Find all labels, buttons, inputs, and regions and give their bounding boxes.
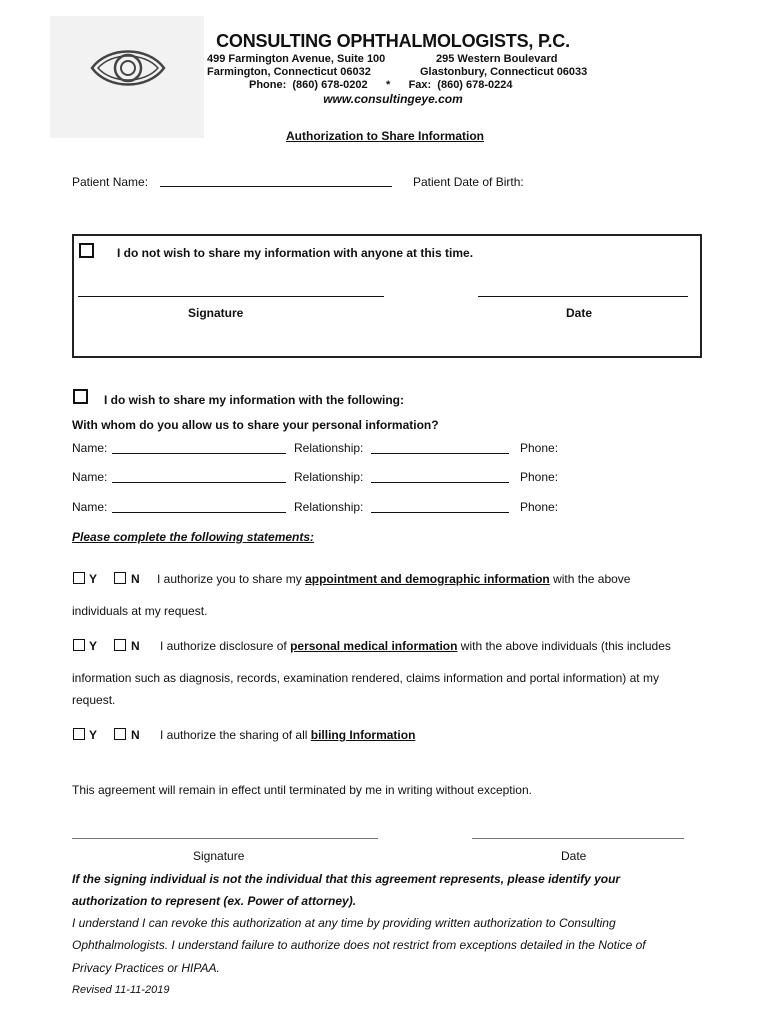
opt-out-checkbox[interactable] [79,243,94,258]
contact-relationship-label: Relationship: [294,500,364,514]
s2-no-label: N [131,639,140,653]
s2-yes-checkbox[interactable] [73,639,85,651]
revoke-note-line-1: I understand I can revoke this authorization at any time by providing written authorization to Consulting [72,916,616,930]
final-signature-field[interactable] [72,838,378,839]
statement-3: I authorize the sharing of all billing Information [160,728,416,742]
s3-no-label: N [131,728,140,742]
contact-name-label: Name: [72,500,108,514]
contact-name-field[interactable] [112,453,286,454]
contact-phone-label: Phone: [520,441,559,455]
patient-name-label: Patient Name: [72,175,149,189]
s1-yes-checkbox[interactable] [73,572,85,584]
contact-phone-label: Phone: [520,470,559,484]
s3-no-checkbox[interactable] [114,728,126,740]
revoke-note-line-2: Ophthalmologists. I understand failure to authorize does not restrict from exceptions detailed in the Notice of [72,938,646,952]
representative-note-line-1: If the signing individual is not the individual that this agreement represents, please identify your [72,872,621,886]
s2-no-checkbox[interactable] [114,639,126,651]
final-date-label: Date [561,849,587,863]
statement-1-continued: individuals at my request. [72,604,208,618]
address-2-line-1: 295 Western Boulevard [436,53,558,65]
revision-date: Revised 11-11-2019 [72,984,170,996]
patient-name-field[interactable] [160,186,392,187]
contact-relationship-field[interactable] [371,453,509,454]
contact-name-label: Name: [72,441,108,455]
contact-relationship-field[interactable] [371,482,509,483]
contact-relationship-label: Relationship: [294,441,364,455]
agreement-text: This agreement will remain in effect until terminated by me in writing without exception. [72,783,532,797]
s3-yes-label: Y [89,728,98,742]
final-signature-label: Signature [193,849,245,863]
opt-out-text: I do not wish to share my information with anyone at this time. [117,246,474,260]
opt-in-checkbox[interactable] [73,389,88,404]
contact-relationship-label: Relationship: [294,470,364,484]
address-1-line-1: 499 Farmington Avenue, Suite 100 [207,53,386,65]
address-1-line-2: Farmington, Connecticut 06032 [207,66,371,78]
form-title: Authorization to Share Information [286,129,484,143]
website-link[interactable]: www.consultingeye.com [323,92,463,106]
statement-2-continued-2: request. [72,693,116,707]
opt-out-signature-field[interactable] [78,296,384,297]
contact-relationship-field[interactable] [371,512,509,513]
patient-dob-label: Patient Date of Birth: [413,175,524,189]
statement-2-continued: information such as diagnosis, records, examination rendered, claims information and portal information) at my [72,671,659,685]
opt-out-signature-label: Signature [188,306,244,320]
s1-no-checkbox[interactable] [114,572,126,584]
opt-in-question: With whom do you allow us to share your personal information? [72,418,439,432]
revoke-note-line-3: Privacy Practices or HIPAA. [72,961,220,975]
contact-phone-label: Phone: [520,500,559,514]
contact-info: Phone: (860) 678-0202 * Fax: (860) 678-0224 [249,79,513,91]
statement-2: I authorize disclosure of personal medical information with the above individuals (this includes [160,639,671,653]
representative-note-line-2: authorization to represent (ex. Power of attorney). [72,894,357,908]
s1-yes-label: Y [89,572,98,586]
s1-no-label: N [131,572,140,586]
contact-name-field[interactable] [112,482,286,483]
opt-in-text: I do wish to share my information with the following: [104,393,404,407]
statements-heading: Please complete the following statements: [72,530,315,544]
final-date-field[interactable] [472,838,684,839]
opt-out-date-label: Date [566,306,593,320]
s3-yes-checkbox[interactable] [73,728,85,740]
eye-icon [88,40,168,96]
s2-yes-label: Y [89,639,98,653]
contact-name-field[interactable] [112,512,286,513]
opt-out-date-field[interactable] [478,296,688,297]
statement-1: I authorize you to share my appointment and demographic information with the above [157,572,631,586]
practice-name: CONSULTING OPHTHALMOLOGISTS, P.C. [216,31,570,51]
contact-name-label: Name: [72,470,108,484]
address-2-line-2: Glastonbury, Connecticut 06033 [420,66,588,78]
